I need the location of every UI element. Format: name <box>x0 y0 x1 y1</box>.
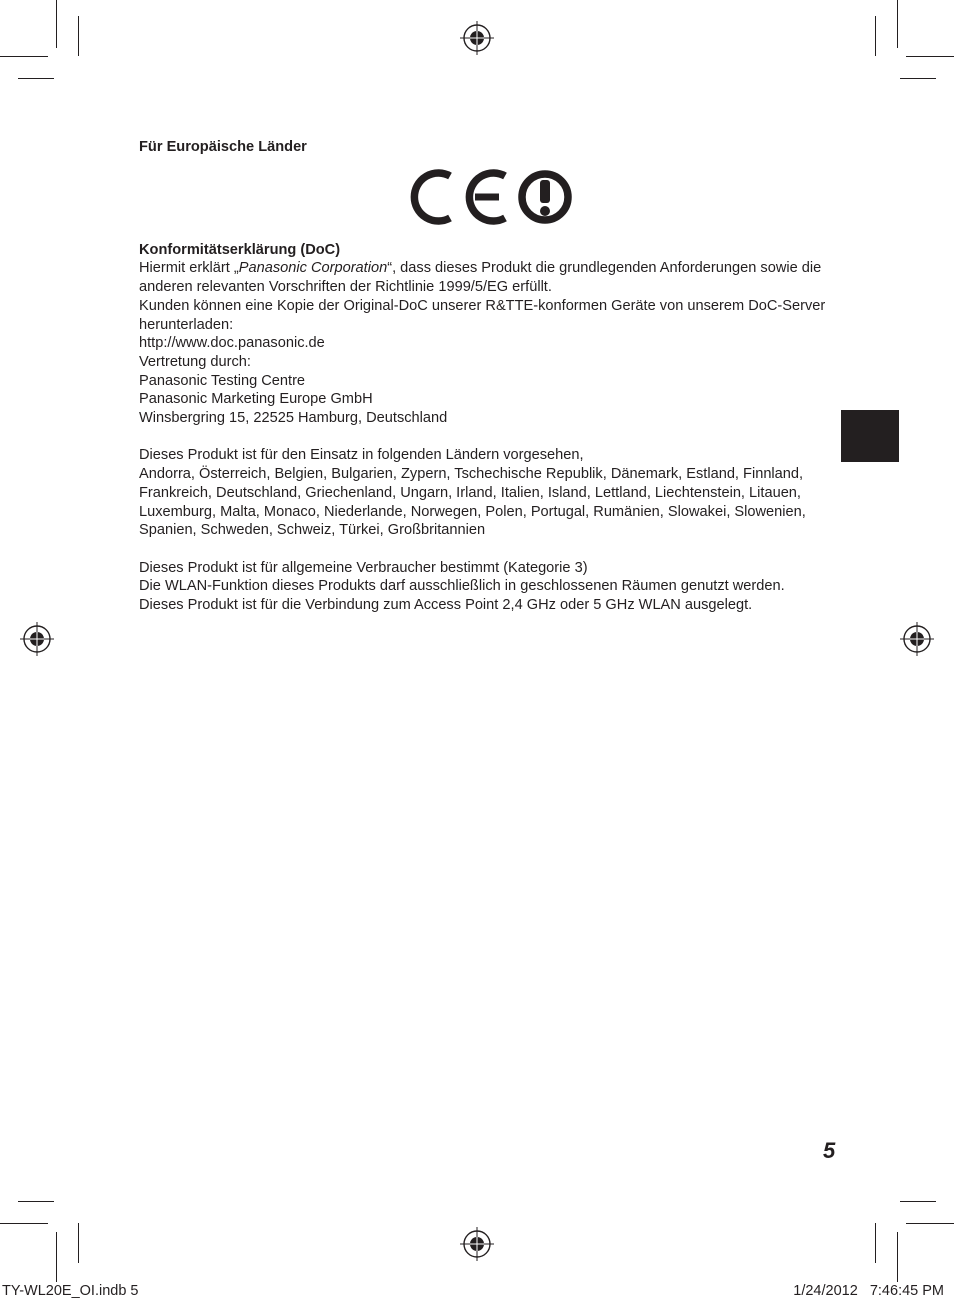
crop-mark <box>0 56 48 57</box>
wlan-band-note: Dieses Produkt ist für die Verbindung zum Access Point 2,4 GHz oder 5 GHz WLAN ausgelegt. <box>139 597 753 614</box>
representative-label: Vertretung durch: <box>139 353 251 370</box>
crop-mark <box>900 78 936 79</box>
registration-mark-icon <box>460 21 494 55</box>
crop-mark <box>875 1223 876 1263</box>
registration-mark-icon <box>460 1227 494 1261</box>
language-thumb-tab <box>841 410 899 462</box>
crop-mark <box>78 1223 79 1263</box>
crop-mark <box>906 56 954 57</box>
crop-mark <box>56 1232 57 1282</box>
wlan-indoor-note: Die WLAN-Funktion dieses Produkts darf ausschließlich in geschlossenen Räumen genutzt werden. <box>139 578 785 595</box>
registration-mark-icon <box>20 622 54 656</box>
conformity-marks <box>139 167 829 227</box>
crop-mark <box>875 16 876 56</box>
ce-c-icon <box>395 167 455 227</box>
doc-download-note: Kunden können eine Kopie der Original-DoC unserer R&TTE-konformen Geräte von unserem DoC-Server herunterladen: <box>139 297 826 333</box>
crop-mark <box>900 1201 936 1202</box>
page-number: 5 <box>823 1138 836 1163</box>
section-title: Für Europäische Länder <box>139 139 307 155</box>
crop-mark <box>18 78 54 79</box>
company-name: Panasonic Corporation <box>238 260 388 277</box>
ce-e-icon <box>465 167 507 227</box>
registration-mark-icon <box>900 622 934 656</box>
alert-exclamation-icon <box>517 167 573 227</box>
representative-line: Panasonic Marketing Europe GmbH <box>139 391 373 408</box>
crop-mark <box>906 1223 954 1224</box>
crop-mark <box>56 0 57 48</box>
category-note: Dieses Produkt ist für allgemeine Verbraucher bestimmt (Kategorie 3) <box>139 559 588 576</box>
representative-line: Winsbergring 15, 22525 Hamburg, Deutschland <box>139 410 448 427</box>
crop-mark <box>897 0 898 48</box>
countries-intro: Dieses Produkt ist für den Einsatz in folgenden Ländern vorgesehen, <box>139 447 584 464</box>
crop-mark <box>897 1232 898 1282</box>
doc-url: http://www.doc.panasonic.de <box>139 335 325 352</box>
footer-timestamp: 1/24/2012 7:46:45 PM <box>793 1283 944 1299</box>
footer-file-name: TY-WL20E_OI.indb 5 <box>2 1283 139 1299</box>
crop-mark <box>78 16 79 56</box>
countries-list: Andorra, Österreich, Belgien, Bulgarien, Zypern, Tschechische Republik, Dänemark, Estland, Finnland, Frankreich, Deutschland, Griechenland, Ungarn, Irland, Italien, Island, Lettland, Liechtenstein, Litauen, Luxemburg, Malta, Monaco, Niederlande, Norwegen, Polen, Portugal, Rumänien, Slowakei, Slowenien, Spanien, Schweden, Schweiz, Türkei, Großbritannien <box>139 466 806 539</box>
crop-mark <box>18 1201 54 1202</box>
crop-mark <box>0 1223 48 1224</box>
doc-declaration: Hiermit erklärt „Panasonic Corporation“, dass dieses Produkt die grundlegenden Anforderungen sowie die anderen relevanten Vorschriften der Richtlinie 1999/5/EG erfüllt. <box>139 260 822 296</box>
representative-line: Panasonic Testing Centre <box>139 372 306 389</box>
doc-heading: Konformitätserklärung (DoC) <box>139 241 341 258</box>
document-body <box>139 138 829 615</box>
